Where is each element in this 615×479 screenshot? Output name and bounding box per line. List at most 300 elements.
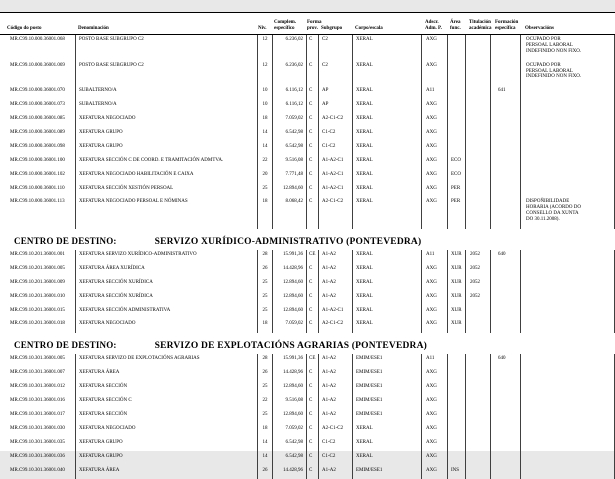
- column-header-titulacion-line2: académica: [469, 26, 490, 32]
- provision-form-cell: C: [306, 278, 318, 292]
- denomination-cell: XEFATURA SECCIÓN XURÍDICA: [75, 292, 257, 306]
- post-code-cell: MR.C99.10.000.36001.110: [0, 184, 75, 198]
- post-code-cell: MR.C99.10.201.36001.009: [0, 278, 75, 292]
- level-cell: 18: [257, 424, 272, 438]
- post-code-cell: MR.C99.10.201.36001.001: [0, 250, 75, 264]
- denomination-cell: XEFATURA SECCIÓN: [75, 382, 257, 396]
- observations-cell: [520, 410, 615, 424]
- column-header-complemento-line2: específico: [274, 26, 306, 32]
- functional-area-cell: [447, 128, 465, 142]
- observations-cell: DISPOÑIBILIDADE HORARIA (ACORDO DO CONSELLO DA XUNTA DO 30.11.2008).: [520, 197, 615, 229]
- academic-degree-cell: 2052: [465, 250, 490, 264]
- post-code-cell: MR.C99.10.000.36001.085: [0, 114, 75, 128]
- post-code-cell: MR.C99.10.000.36001.070: [0, 86, 75, 100]
- post-code-cell: MR.C99.10.301.36001.016: [0, 396, 75, 410]
- level-cell: 25: [257, 184, 272, 198]
- observations-cell: [520, 424, 615, 438]
- functional-area-cell: [447, 61, 465, 87]
- functional-area-cell: [447, 452, 465, 466]
- level-cell: 12: [257, 35, 272, 61]
- specific-training-cell: [490, 170, 520, 184]
- specific-training-cell: [490, 382, 520, 396]
- provision-form-cell: C: [306, 35, 318, 61]
- observations-cell: [520, 466, 615, 479]
- admin-adscription-cell: AXG: [421, 319, 447, 333]
- observations-cell: [520, 142, 615, 156]
- admin-adscription-cell: AXG: [421, 410, 447, 424]
- academic-degree-cell: [465, 396, 490, 410]
- column-header-corpo-escala: [352, 26, 421, 32]
- specific-complement-cell: 8.068,42: [272, 197, 306, 229]
- specific-training-cell: [490, 396, 520, 410]
- academic-degree-cell: [465, 354, 490, 368]
- specific-complement-cell: 14.428,96: [272, 368, 306, 382]
- level-cell: 22: [257, 156, 272, 170]
- observations-cell: [520, 114, 615, 128]
- provision-form-cell: C: [306, 306, 318, 320]
- functional-area-cell: XUR: [447, 264, 465, 278]
- column-header-forma-line2: prov.: [307, 26, 318, 32]
- functional-area-cell: [447, 354, 465, 368]
- academic-degree-cell: [465, 86, 490, 100]
- corps-scale-cell: XERAL: [352, 114, 421, 128]
- level-cell: 14: [257, 438, 272, 452]
- column-header-titulacion-line1: Titulación: [469, 20, 490, 26]
- functional-area-cell: XUR: [447, 278, 465, 292]
- functional-area-cell: [447, 424, 465, 438]
- specific-complement-cell: 9.516,08: [272, 396, 306, 410]
- table-body: [0, 35, 615, 479]
- specific-complement-cell: 7.771,48: [272, 170, 306, 184]
- admin-adscription-cell: AXG: [421, 197, 447, 229]
- column-header-titulacion: [465, 20, 490, 33]
- observations-cell: [520, 86, 615, 100]
- specific-training-cell: [490, 466, 520, 479]
- subgroup-cell: A1-A2: [318, 250, 352, 264]
- specific-training-cell: [490, 306, 520, 320]
- centro-destino-name: SERVIZO XURÍDICO-ADMINISTRATIVO (PONTEVEDRA): [155, 237, 422, 247]
- post-code-cell: MR.C99.10.000.36001.113: [0, 197, 75, 229]
- level-cell: 25: [257, 382, 272, 396]
- functional-area-cell: XUR: [447, 319, 465, 333]
- specific-complement-cell: 12.894,60: [272, 292, 306, 306]
- functional-area-cell: PER: [447, 197, 465, 229]
- functional-area-cell: [447, 382, 465, 396]
- subgroup-cell: AP: [318, 100, 352, 114]
- corps-scale-cell: XERAL: [352, 35, 421, 61]
- column-header-observacions: [520, 26, 615, 32]
- functional-area-cell: [447, 368, 465, 382]
- specific-training-cell: [490, 100, 520, 114]
- functional-area-cell: [447, 114, 465, 128]
- post-code-cell: MR.C99.10.000.36001.068: [0, 35, 75, 61]
- admin-adscription-cell: AXG: [421, 170, 447, 184]
- academic-degree-cell: [465, 424, 490, 438]
- admin-adscription-cell: AXG: [421, 128, 447, 142]
- provision-form-cell: C: [306, 438, 318, 452]
- subgroup-cell: A1-A2: [318, 396, 352, 410]
- denomination-cell: XEFATURA NEGOCIADO: [75, 114, 257, 128]
- denomination-cell: XEFATURA SECCIÓN XURÍDICA: [75, 278, 257, 292]
- level-cell: 18: [257, 319, 272, 333]
- corps-scale-cell: XERAL: [352, 142, 421, 156]
- level-cell: 26: [257, 264, 272, 278]
- specific-complement-cell: 12.894,60: [272, 410, 306, 424]
- specific-training-cell: [490, 368, 520, 382]
- level-cell: 10: [257, 86, 272, 100]
- specific-complement-cell: 6.542,98: [272, 142, 306, 156]
- column-header-observacions-label: Observacións: [525, 26, 615, 32]
- subgroup-cell: A1-A2-C1: [318, 156, 352, 170]
- column-header-adscr-line2: Adm. P.: [425, 26, 447, 32]
- specific-complement-cell: 6.542,98: [272, 438, 306, 452]
- observations-cell: [520, 354, 615, 368]
- column-header-forma-line1: Forma: [307, 20, 318, 26]
- specific-training-cell: [490, 278, 520, 292]
- corps-scale-cell: XERAL: [352, 170, 421, 184]
- post-code-cell: MR.C99.10.301.36001.036: [0, 452, 75, 466]
- column-header-corpo-label: Corpo/escala: [355, 26, 421, 32]
- functional-area-cell: [447, 396, 465, 410]
- subgroup-cell: A1-A2: [318, 382, 352, 396]
- academic-degree-cell: [465, 410, 490, 424]
- academic-degree-cell: [465, 319, 490, 333]
- observations-cell: [520, 319, 615, 333]
- academic-degree-cell: [465, 452, 490, 466]
- specific-complement-cell: 6.236,02: [272, 35, 306, 61]
- admin-adscription-cell: AXG: [421, 61, 447, 87]
- functional-area-cell: [447, 438, 465, 452]
- observations-cell: [520, 292, 615, 306]
- subgroup-cell: A1-A2: [318, 292, 352, 306]
- level-cell: 18: [257, 114, 272, 128]
- denomination-cell: SUBALTERNO/A: [75, 100, 257, 114]
- subgroup-cell: A1-A2-C1: [318, 170, 352, 184]
- observations-cell: [520, 396, 615, 410]
- specific-training-cell: [490, 319, 520, 333]
- specific-complement-cell: 12.894,60: [272, 278, 306, 292]
- column-header-nivel-label: Niv.: [258, 26, 272, 32]
- functional-area-cell: ECO: [447, 170, 465, 184]
- centro-destino-header: [0, 236, 615, 247]
- corps-scale-cell: EMIM/ESE1: [352, 396, 421, 410]
- post-code-cell: MR.C99.10.000.36001.073: [0, 100, 75, 114]
- denomination-cell: XEFATURA SECCIÓN ADMINISTRATIVA: [75, 306, 257, 320]
- observations-cell: [520, 264, 615, 278]
- column-header-codigo-label: Código do posto: [7, 26, 75, 32]
- admin-adscription-cell: AXG: [421, 184, 447, 198]
- subgroup-cell: A2-C1-C2: [318, 197, 352, 229]
- observations-cell: [520, 368, 615, 382]
- column-header-subgrupo: [318, 26, 352, 32]
- subgroup-cell: A1-A2: [318, 368, 352, 382]
- specific-training-cell: 641: [490, 86, 520, 100]
- denomination-cell: POSTO BASE SUBGRUPO C2: [75, 61, 257, 87]
- column-header-formacion-line1: Formación: [495, 20, 520, 26]
- provision-form-cell: C: [306, 61, 318, 87]
- column-header-area-funcional: [447, 20, 465, 33]
- specific-training-cell: 640: [490, 354, 520, 368]
- functional-area-cell: XUR: [447, 306, 465, 320]
- subgroup-cell: C1-C2: [318, 128, 352, 142]
- provision-form-cell: C: [306, 382, 318, 396]
- subgroup-cell: A1-A2: [318, 354, 352, 368]
- subgroup-cell: C2: [318, 61, 352, 87]
- level-cell: 20: [257, 170, 272, 184]
- column-header-formacion: [490, 20, 520, 33]
- rpt-table-section: [0, 35, 615, 229]
- specific-complement-cell: 7.059,02: [272, 114, 306, 128]
- centro-destino-label: CENTRO DE DESTINO:: [0, 236, 117, 246]
- post-code-cell: MR.C99.10.000.36001.089: [0, 128, 75, 142]
- column-header-complemento-line1: Complem.: [274, 20, 306, 26]
- functional-area-cell: INS: [447, 466, 465, 479]
- specific-complement-cell: 6.542,98: [272, 128, 306, 142]
- academic-degree-cell: [465, 466, 490, 479]
- subgroup-cell: A1-A2: [318, 466, 352, 479]
- denomination-cell: XEFATURA NEGOCIADO: [75, 424, 257, 438]
- post-code-cell: MR.C99.10.201.36001.018: [0, 319, 75, 333]
- observations-cell: [520, 184, 615, 198]
- centro-destino-name: SERVIZO DE EXPLOTACIÓNS AGRARIAS (PONTEVEDRA): [155, 341, 427, 351]
- specific-training-cell: [490, 142, 520, 156]
- corps-scale-cell: XERAL: [352, 319, 421, 333]
- corps-scale-cell: XERAL: [352, 156, 421, 170]
- post-code-cell: MR.C99.10.301.36001.012: [0, 382, 75, 396]
- admin-adscription-cell: AXG: [421, 466, 447, 479]
- specific-training-cell: [490, 424, 520, 438]
- specific-training-cell: [490, 184, 520, 198]
- specific-complement-cell: 15.991,36: [272, 250, 306, 264]
- academic-degree-cell: [465, 368, 490, 382]
- column-header-formacion-line2: específica: [495, 26, 520, 32]
- post-code-cell: MR.C99.10.201.36001.005: [0, 264, 75, 278]
- provision-form-cell: C: [306, 142, 318, 156]
- academic-degree-cell: [465, 184, 490, 198]
- corps-scale-cell: XERAL: [352, 292, 421, 306]
- corps-scale-cell: XERAL: [352, 184, 421, 198]
- provision-form-cell: C: [306, 86, 318, 100]
- admin-adscription-cell: AXG: [421, 292, 447, 306]
- corps-scale-cell: XERAL: [352, 86, 421, 100]
- academic-degree-cell: [465, 128, 490, 142]
- corps-scale-cell: EMIM/ESE1: [352, 354, 421, 368]
- functional-area-cell: PER: [447, 184, 465, 198]
- provision-form-cell: C: [306, 292, 318, 306]
- level-cell: 12: [257, 61, 272, 87]
- specific-complement-cell: 6.116,12: [272, 86, 306, 100]
- functional-area-cell: XUR: [447, 292, 465, 306]
- admin-adscription-cell: AXG: [421, 142, 447, 156]
- corps-scale-cell: XERAL: [352, 306, 421, 320]
- observations-cell: [520, 438, 615, 452]
- centro-destino-header: [0, 340, 615, 351]
- column-header-subgrupo-label: Subgrupo: [321, 26, 352, 32]
- specific-training-cell: [490, 452, 520, 466]
- functional-area-cell: [447, 142, 465, 156]
- denomination-cell: XEFATURA SERVIZO XURÍDICO-ADMINISTRATIVO: [75, 250, 257, 264]
- column-header-denominacion: [75, 26, 257, 32]
- corps-scale-cell: XERAL: [352, 128, 421, 142]
- admin-adscription-cell: AXG: [421, 382, 447, 396]
- provision-form-cell: C: [306, 452, 318, 466]
- specific-training-cell: [490, 35, 520, 61]
- observations-cell: OCUPADO POR PERSOAL LABORAL INDEFINIDO NON FIXO.: [520, 35, 615, 61]
- post-code-cell: MR.C99.10.301.36001.007: [0, 368, 75, 382]
- provision-form-cell: C: [306, 466, 318, 479]
- provision-form-cell: C: [306, 410, 318, 424]
- subgroup-cell: C2: [318, 35, 352, 61]
- subgroup-cell: A1-A2-C1: [318, 306, 352, 320]
- specific-complement-cell: 15.991,36: [272, 354, 306, 368]
- post-code-cell: MR.C99.10.301.36001.017: [0, 410, 75, 424]
- level-cell: 18: [257, 197, 272, 229]
- academic-degree-cell: [465, 156, 490, 170]
- observations-cell: [520, 278, 615, 292]
- provision-form-cell: C: [306, 368, 318, 382]
- academic-degree-cell: [465, 438, 490, 452]
- denomination-cell: XEFATURA GRUPO: [75, 142, 257, 156]
- specific-training-cell: [490, 156, 520, 170]
- post-code-cell: MR.C99.10.000.36001.098: [0, 142, 75, 156]
- specific-training-cell: [490, 128, 520, 142]
- observations-cell: [520, 100, 615, 114]
- denomination-cell: XEFATURA NEGOCIADO PERSOAL E NÓMINAS: [75, 197, 257, 229]
- observations-cell: [520, 382, 615, 396]
- specific-training-cell: [490, 264, 520, 278]
- post-code-cell: MR.C99.10.201.36001.010: [0, 292, 75, 306]
- denomination-cell: XEFATURA GRUPO: [75, 128, 257, 142]
- subgroup-cell: AP: [318, 86, 352, 100]
- level-cell: 26: [257, 368, 272, 382]
- admin-adscription-cell: AXG: [421, 100, 447, 114]
- rpt-document-page: [0, 12, 615, 451]
- level-cell: 22: [257, 396, 272, 410]
- corps-scale-cell: XERAL: [352, 250, 421, 264]
- specific-training-cell: [490, 410, 520, 424]
- academic-degree-cell: [465, 142, 490, 156]
- academic-degree-cell: [465, 382, 490, 396]
- specific-complement-cell: 12.894,60: [272, 382, 306, 396]
- corps-scale-cell: XERAL: [352, 424, 421, 438]
- denomination-cell: POSTO BASE SUBGRUPO C2: [75, 35, 257, 61]
- admin-adscription-cell: AXG: [421, 264, 447, 278]
- specific-training-cell: [490, 438, 520, 452]
- admin-adscription-cell: A11: [421, 86, 447, 100]
- academic-degree-cell: [465, 61, 490, 87]
- subgroup-cell: A2-C1-C2: [318, 424, 352, 438]
- functional-area-cell: ECO: [447, 156, 465, 170]
- denomination-cell: XEFATURA ÁREA: [75, 368, 257, 382]
- corps-scale-cell: EMIM/ESE1: [352, 410, 421, 424]
- denomination-cell: XEFATURA SECCIÓN: [75, 410, 257, 424]
- subgroup-cell: C1-C2: [318, 452, 352, 466]
- corps-scale-cell: XERAL: [352, 197, 421, 229]
- academic-degree-cell: [465, 306, 490, 320]
- denomination-cell: XEFATURA NEGOCIADO HABILITACIÓN E CAIXA: [75, 170, 257, 184]
- subgroup-cell: A1-A2: [318, 278, 352, 292]
- level-cell: 14: [257, 128, 272, 142]
- centro-destino-label: CENTRO DE DESTINO:: [0, 340, 117, 350]
- functional-area-cell: XUR: [447, 250, 465, 264]
- admin-adscription-cell: AXG: [421, 156, 447, 170]
- subgroup-cell: A1-A2: [318, 410, 352, 424]
- provision-form-cell: C: [306, 319, 318, 333]
- denomination-cell: XEFATURA SECCIÓN XESTIÓN PERSOAL: [75, 184, 257, 198]
- provision-form-cell: C: [306, 264, 318, 278]
- denomination-cell: XEFATURA GRUPO: [75, 452, 257, 466]
- subgroup-cell: A1-A2: [318, 264, 352, 278]
- specific-complement-cell: 6.236,02: [272, 61, 306, 87]
- specific-complement-cell: 6.542,98: [272, 452, 306, 466]
- corps-scale-cell: EMIM/ESE1: [352, 466, 421, 479]
- subgroup-cell: A2-C1-C2: [318, 319, 352, 333]
- column-header-forma-provision: [306, 20, 318, 33]
- admin-adscription-cell: AXG: [421, 438, 447, 452]
- specific-training-cell: [490, 61, 520, 87]
- column-header-area-line2: func.: [450, 26, 465, 32]
- level-cell: 14: [257, 142, 272, 156]
- specific-training-cell: [490, 197, 520, 229]
- specific-complement-cell: 7.059,02: [272, 424, 306, 438]
- post-code-cell: MR.C99.10.000.36001.100: [0, 156, 75, 170]
- specific-complement-cell: 14.428,96: [272, 264, 306, 278]
- academic-degree-cell: [465, 197, 490, 229]
- provision-form-cell: C: [306, 156, 318, 170]
- observations-cell: OCUPADO POR PERSOAL LABORAL INDEFINIDO NON FIXO.: [520, 61, 615, 87]
- level-cell: 25: [257, 410, 272, 424]
- corps-scale-cell: XERAL: [352, 278, 421, 292]
- post-code-cell: MR.C99.10.301.36001.040: [0, 466, 75, 479]
- subgroup-cell: A2-C1-C2: [318, 114, 352, 128]
- corps-scale-cell: XERAL: [352, 438, 421, 452]
- subgroup-cell: C1-C2: [318, 438, 352, 452]
- post-code-cell: MR.C99.10.301.36001.005: [0, 354, 75, 368]
- admin-adscription-cell: AXG: [421, 368, 447, 382]
- column-header-codigo: [0, 26, 75, 32]
- admin-adscription-cell: A11: [421, 250, 447, 264]
- academic-degree-cell: [465, 35, 490, 61]
- denomination-cell: XEFATURA GRUPO: [75, 438, 257, 452]
- academic-degree-cell: [465, 114, 490, 128]
- level-cell: 25: [257, 278, 272, 292]
- admin-adscription-cell: A11: [421, 354, 447, 368]
- level-cell: 25: [257, 292, 272, 306]
- admin-adscription-cell: AXG: [421, 452, 447, 466]
- rpt-table-section: [0, 250, 615, 333]
- column-header-complemento: [272, 20, 306, 33]
- post-code-cell: MR.C99.10.000.36001.069: [0, 61, 75, 87]
- corps-scale-cell: XERAL: [352, 61, 421, 87]
- provision-form-cell: CE: [306, 250, 318, 264]
- observations-cell: [520, 156, 615, 170]
- level-cell: 26: [257, 466, 272, 479]
- admin-adscription-cell: AXG: [421, 396, 447, 410]
- corps-scale-cell: XERAL: [352, 264, 421, 278]
- functional-area-cell: [447, 410, 465, 424]
- provision-form-cell: C: [306, 197, 318, 229]
- post-code-cell: MR.C99.10.301.36001.030: [0, 424, 75, 438]
- admin-adscription-cell: AXG: [421, 424, 447, 438]
- observations-cell: [520, 452, 615, 466]
- denomination-cell: XEFATURA SECCIÓN C: [75, 396, 257, 410]
- corps-scale-cell: XERAL: [352, 100, 421, 114]
- provision-form-cell: C: [306, 128, 318, 142]
- subgroup-cell: A1-A2-C1: [318, 184, 352, 198]
- provision-form-cell: C: [306, 114, 318, 128]
- specific-training-cell: 640: [490, 250, 520, 264]
- provision-form-cell: CE: [306, 354, 318, 368]
